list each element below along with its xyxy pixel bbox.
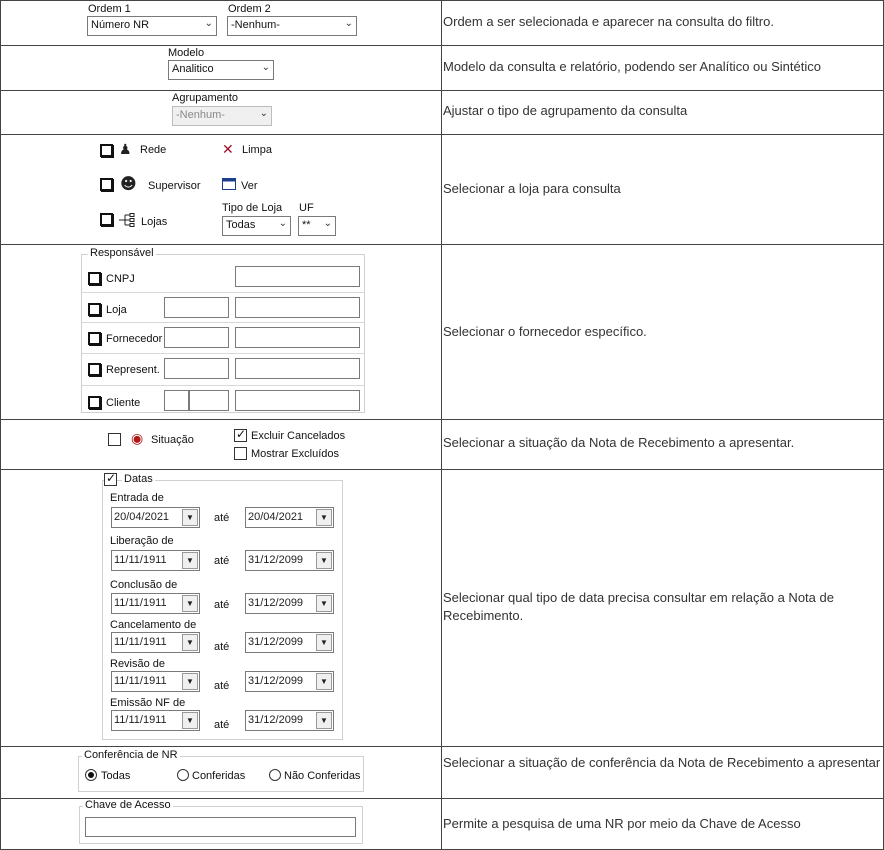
date-from-value: 11/11/1911 [114,675,167,687]
calendar-dropdown-icon[interactable]: ▼ [316,673,332,690]
grid-line [0,0,1,850]
nao-conferidas-radio[interactable] [269,769,281,781]
date-from-value: 11/11/1911 [114,636,167,648]
row-description: Selecionar a situação da Nota de Recebimento a apresentar. [443,435,795,450]
row-description: Selecionar a loja para consulta [443,181,621,196]
cnpj-checkbox[interactable] [88,272,101,285]
calendar-dropdown-icon[interactable]: ▼ [316,552,332,569]
tipo-loja-label: Tipo de Loja [222,202,283,214]
chave-acesso-input[interactable] [85,817,356,837]
lojas-checkbox[interactable] [100,213,113,226]
situacao-checkbox[interactable] [108,433,121,446]
ate-label: até [214,599,230,611]
fornecedor-checkbox[interactable] [88,332,101,345]
loja-name-input[interactable] [235,297,360,318]
date-from-input[interactable] [111,671,200,692]
row-separator [82,353,364,354]
date-to-input[interactable] [245,507,334,528]
chevron-down-icon: ⌄ [278,218,287,229]
mostrar-excluidos-label: Mostrar Excluídos [251,448,340,460]
row-description: Ordem a ser selecionada e aparecer na consulta do filtro. [443,14,774,29]
grid-line [0,746,884,747]
date-label: Emissão NF de [110,697,186,709]
date-to-input[interactable] [245,550,334,571]
modelo-label: Modelo [168,47,205,59]
loja-checkbox[interactable] [88,303,101,316]
calendar-dropdown-icon[interactable]: ▼ [316,634,332,651]
agrupamento-label: Agrupamento [172,92,239,104]
chave-title: Chave de Acesso [85,799,171,811]
ate-label: até [214,555,230,567]
grid-line [0,134,884,135]
date-label: Entrada de [110,492,164,504]
calendar-dropdown-icon[interactable]: ▼ [182,634,198,651]
represent-code-input[interactable] [164,358,229,379]
todas-radio[interactable] [85,769,97,781]
loja-label: Loja [106,304,127,316]
fornecedor-label: Fornecedor [106,333,163,345]
calendar-dropdown-icon[interactable]: ▼ [182,509,198,526]
cliente-checkbox[interactable] [88,396,101,409]
tipo-loja-select[interactable] [222,216,291,236]
cnpj-label: CNPJ [106,273,135,285]
grid-line [0,244,884,245]
supervisor-label: Supervisor [148,180,201,192]
tipo-loja-value: Todas [226,219,256,231]
cliente-label: Cliente [106,397,141,409]
date-label: Liberação de [110,535,174,547]
date-to-value: 31/12/2099 [248,675,304,687]
todas-label: Todas [101,770,131,782]
chevron-down-icon: ⌄ [344,18,353,29]
chevron-down-icon: ⌄ [261,62,270,73]
uf-value: ** [302,219,311,231]
grid-line [441,0,442,850]
supervisor-checkbox[interactable] [100,178,113,191]
chevron-down-icon: ⌄ [323,218,332,229]
grid-line [0,0,884,1]
date-to-value: 20/04/2021 [248,511,304,523]
date-from-input[interactable] [111,593,200,614]
row-description: Modelo da consulta e relatório, podendo ser Analítico ou Sintético [443,59,821,74]
fornecedor-code-input[interactable] [164,327,229,348]
cliente-code-input[interactable] [189,390,229,411]
datas-checkbox[interactable] [104,473,117,486]
rede-label: Rede [140,144,167,156]
responsavel-title: Responsável [90,247,154,259]
row-description: Selecionar a situação de conferência da Nota de Recebimento a apresentar [443,755,881,770]
row-separator [82,322,364,323]
date-label: Cancelamento de [110,619,197,631]
cliente-type-input[interactable] [164,390,189,411]
ate-label: até [214,719,230,731]
close-icon[interactable]: ✕ [222,142,234,158]
situacao-label: Situação [151,434,194,446]
date-to-input[interactable] [245,710,334,731]
date-to-value: 31/12/2099 [248,554,304,566]
ate-label: até [214,680,230,692]
agrupamento-value: -Nenhum- [176,109,225,121]
window-icon[interactable] [222,178,236,194]
row-separator [82,292,364,293]
date-from-value: 20/04/2021 [114,511,170,523]
date-from-value: 11/11/1911 [114,714,167,726]
lojas-label: Lojas [141,216,168,228]
tree-icon [118,213,136,231]
date-from-input[interactable] [111,632,200,653]
uf-select[interactable] [298,216,336,236]
calendar-dropdown-icon[interactable]: ▼ [182,595,198,612]
chevron-down-icon: ⌄ [259,108,268,119]
conferidas-radio[interactable] [177,769,189,781]
loja-code-input[interactable] [164,297,229,318]
row-description: Selecionar o fornecedor específico. [443,324,647,339]
supervisor-icon: ☻ [120,174,137,193]
date-to-input[interactable] [245,632,334,653]
grid-line [0,469,884,470]
conferidas-label: Conferidas [192,770,246,782]
date-label: Revisão de [110,658,166,670]
date-to-input[interactable] [245,671,334,692]
check-icon: ✓ [106,471,117,485]
date-to-value: 31/12/2099 [248,714,304,726]
uf-label: UF [299,202,314,214]
grid-line [0,90,884,91]
calendar-dropdown-icon[interactable]: ▼ [182,552,198,569]
datas-title: Datas [124,473,153,485]
calendar-dropdown-icon[interactable]: ▼ [182,712,198,729]
chevron-down-icon: ⌄ [204,18,213,29]
represent-name-input[interactable] [235,358,360,379]
row-description: Ajustar o tipo de agrupamento da consulta [443,103,688,118]
calendar-dropdown-icon[interactable]: ▼ [182,673,198,690]
ordem2-value: -Nenhum- [231,19,280,31]
cliente-name-input[interactable] [235,390,360,411]
date-label: Conclusão de [110,579,178,591]
date-from-value: 11/11/1911 [114,554,167,566]
check-icon: ✓ [236,427,247,441]
network-icon: ♟ [119,142,132,158]
excluir-cancelados-label: Excluir Cancelados [251,430,346,442]
ordem2-label: Ordem 2 [228,3,271,15]
ordem1-select[interactable] [87,16,217,36]
row-description: Permite a pesquisa de uma NR por meio da Chave de Acesso [443,816,801,831]
limpa-button[interactable]: Limpa [242,144,272,156]
excluir-cancelados-checkbox[interactable] [234,429,247,442]
ordem2-select[interactable] [227,16,357,36]
fornecedor-name-input[interactable] [235,327,360,348]
mostrar-excluidos-checkbox[interactable] [234,447,247,460]
grid-line [0,419,884,420]
agrupamento-select[interactable] [172,106,272,126]
status-icon: ◉ [131,431,144,447]
grid-line [0,45,884,46]
calendar-dropdown-icon[interactable]: ▼ [316,595,332,612]
ordem1-label: Ordem 1 [88,3,131,15]
rede-checkbox[interactable] [100,144,113,157]
date-from-input[interactable] [111,710,200,731]
date-from-input[interactable] [111,507,200,528]
calendar-dropdown-icon[interactable]: ▼ [316,712,332,729]
calendar-dropdown-icon[interactable]: ▼ [316,509,332,526]
date-to-value: 31/12/2099 [248,597,304,609]
ate-label: até [214,512,230,524]
represent-checkbox[interactable] [88,363,101,376]
modelo-select[interactable] [168,60,274,80]
ate-label: até [214,641,230,653]
ver-button[interactable]: Ver [241,180,258,192]
date-from-input[interactable] [111,550,200,571]
row-description: Selecionar qual tipo de data precisa consultar em relação a Nota de Recebimento. [443,590,834,623]
date-to-input[interactable] [245,593,334,614]
represent-label: Represent. [106,364,160,376]
nao-conferidas-label: Não Conferidas [284,770,361,782]
row-separator [82,385,364,386]
conferencia-title: Conferência de NR [84,749,178,761]
date-from-value: 11/11/1911 [114,597,167,609]
modelo-value: Analitico [172,63,214,75]
date-to-value: 31/12/2099 [248,636,304,648]
cnpj-input[interactable] [235,266,360,287]
ordem1-value: Número NR [91,19,150,31]
